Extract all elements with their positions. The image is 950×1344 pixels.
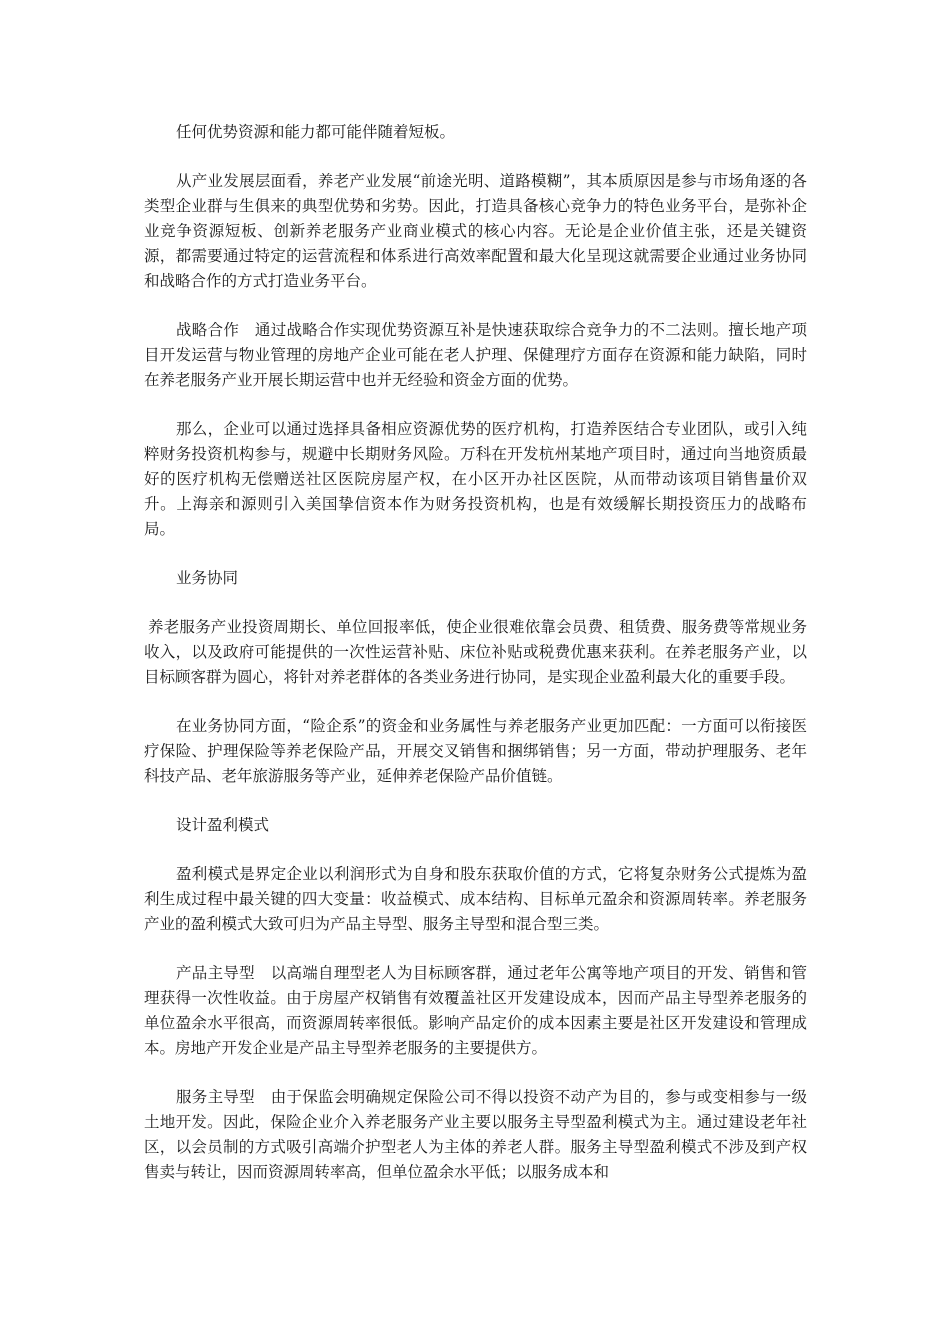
paragraph-1: 任何优势资源和能力都可能伴随着短板。 [176,123,456,141]
section-heading-business-synergy: 业务协同 [176,569,239,587]
paragraph-2: 从产业发展层面看，养老产业发展“前途光明、道路模糊”，其本质原因是参与市场角逐的各类型企业群与生俱来的典型优势和劣势。因此，打造具备核心竞争力的特色业务平台，是弥补企业竞争资源短板、创新养老服务产业商业模式的核心内容。无论是企业价值主张，还是关键资源，都需要通过特定的运营流程和体系进行高效率配置和最大化呈现这就需要企业通过业务协同和战略合作的方式打造业务平台。 [144,172,807,290]
paragraph-4: 那么，企业可以通过选择具备相应资源优势的医疗机构，打造养医结合专业团队，或引入纯粹财务投资机构参与，规避中长期财务风险。万科在开发杭州某地产项目时，通过向当地资质最好的医疗机构无偿赠送社区医院房屋产权，在小区开办社区医院，从而带动该项目销售量价双升。上海亲和源则引入美国挚信资本作为财务投资机构，也是有效缓解长期投资压力的战略布局。 [144,420,807,538]
paragraph-9: 盈利模式是界定企业以利润形式为自身和股东获取价值的方式，它将复杂财务公式提炼为盈利生成过程中最关键的四大变量：收益模式、成本结构、目标单元盈余和资源周转率。养老服务产业的盈利模式大致可归为产品主导型、服务主导型和混合型三类。 [144,865,807,933]
paragraph-strategic-cooperation: 战略合作 通过战略合作实现优势资源互补是快速获取综合竞争力的不二法则。擅长地产项目开发运营与物业管理的房地产企业可能在老人护理、保健理疗方面存在资源和能力缺陷，同时在养老服务产业开展长期运营中也并无经验和资金方面的优势。 [144,321,807,389]
document-body [144,120,807,1209]
paragraph-6: 养老服务产业投资周期长、单位回报率低，使企业很难依靠会员费、租赁费、服务费等常规业务收入，以及政府可能提供的一次性运营补贴、床位补贴或税费优惠来获利。在养老服务产业，以目标顾客群为圆心，将针对养老群体的各类业务进行协同，是实现企业盈利最大化的重要手段。 [144,618,807,686]
paragraph-7: 在业务协同方面，“险企系”的资金和业务属性与养老服务产业更加匹配：一方面可以衔接医疗保险、护理保险等养老保险产品，开展交叉销售和捆绑销售；另一方面，带动护理服务、老年科技产品、老年旅游服务等产业，延伸养老保险产品价值链。 [144,717,807,785]
paragraph-service-led: 服务主导型 由于保监会明确规定保险公司不得以投资不动产为目的，参与或变相参与一级土地开发。因此，保险企业介入养老服务产业主要以服务主导型盈利模式为主。通过建设老年社区，以会员制的方式吸引高端介护型老人为主体的养老人群。服务主导型盈利模式不涉及到产权售卖与转让，因而资源周转率高，但单位盈余水平低；以服务成本和 [144,1088,807,1181]
section-heading-profit-model: 设计盈利模式 [176,816,270,834]
paragraph-product-led: 产品主导型 以高端自理型老人为目标顾客群，通过老年公寓等地产项目的开发、销售和管理获得一次性收益。由于房屋产权销售有效覆盖社区开发建设成本，因而产品主导型养老服务的单位盈余水平很高，而资源周转率很低。影响产品定价的成本因素主要是社区开发建设和管理成本。房地产开发企业是产品主导型养老服务的主要提供方。 [144,964,807,1057]
